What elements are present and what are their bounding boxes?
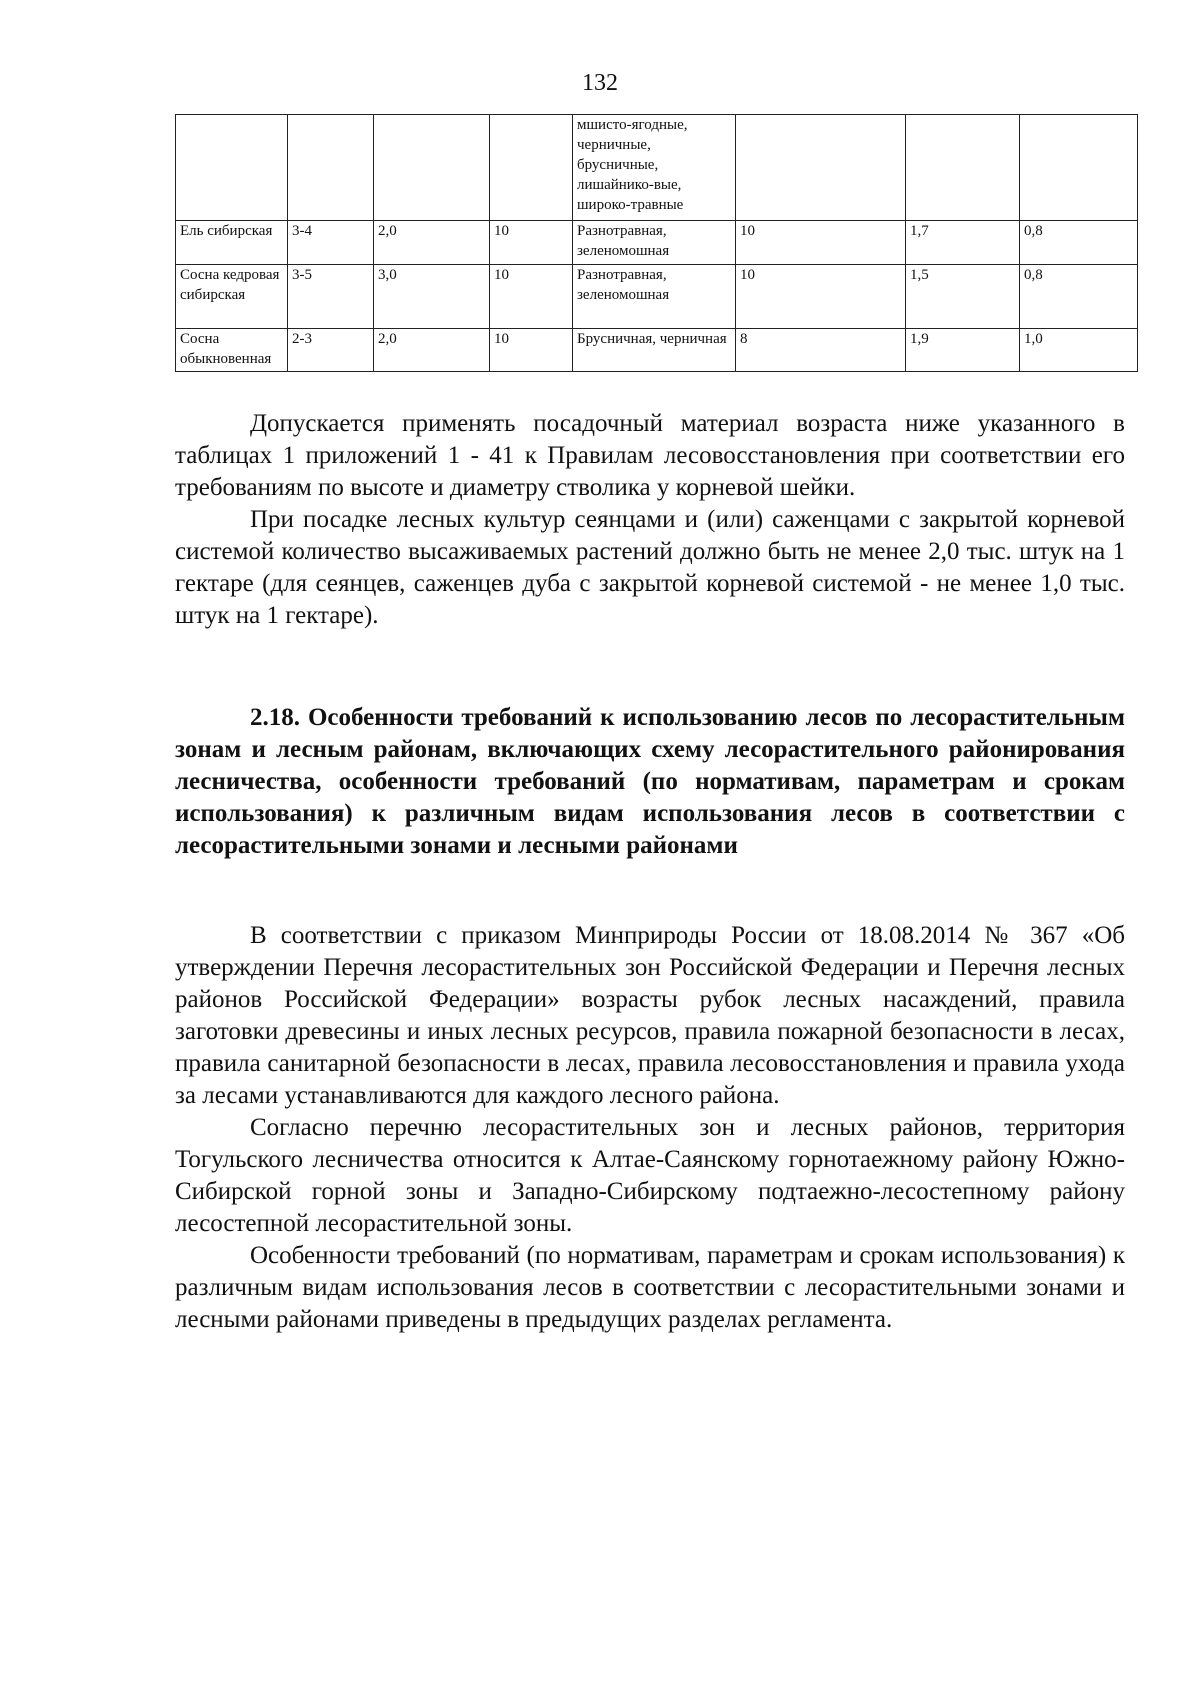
table-row — [176, 329, 1138, 372]
table-cell — [176, 115, 288, 221]
table-cell: 1,7 — [906, 221, 1020, 265]
table-cell: Брусничная, черничная — [573, 329, 736, 372]
table-cell: 10 — [736, 221, 906, 265]
table-cell: 1,0 — [1020, 329, 1138, 372]
table-cell: Разнотравная, зеленомошная — [573, 265, 736, 329]
table-cell: 8 — [736, 329, 906, 372]
paragraph: Допускается применять посадочный материал возраста ниже указанного в таблицах 1 приложений 1 - 41 к Правилам лесовосстановления при соответствии его требованиям по высоте и диаметру стволика у корневой шейки. — [175, 410, 1125, 501]
paragraph: Согласно перечню лесорастительных зон и лесных районов, территория Тогульского лесничества относится к Алтае-Саянскому горнотаежному району Южно-Сибирской горной зоны и Западно-Сибирскому подтаежно-лесостепному району лесостепной лесорастительной зоны. — [175, 1114, 1125, 1237]
table-cell — [906, 115, 1020, 221]
table-cell — [374, 115, 490, 221]
table-cell: 10 — [490, 221, 573, 265]
table-cell — [1020, 115, 1138, 221]
table-cell — [736, 115, 906, 221]
table-cell — [288, 115, 374, 221]
table-row — [176, 221, 1138, 265]
table-cell — [490, 115, 573, 221]
table-cell: Сосна обыкновенная — [176, 329, 288, 372]
table-cell: 2-3 — [288, 329, 374, 372]
body-text-after-heading — [175, 920, 1125, 1336]
table-cell: 10 — [490, 265, 573, 329]
table-cell: Ель сибирская — [176, 221, 288, 265]
table-cell: 2,0 — [374, 221, 490, 265]
table-cell: 10 — [490, 329, 573, 372]
paragraph: В соответствии с приказом Минприроды России от 18.08.2014 № 367 «Об утверждении Перечня лесорастительных зон Российской Федерации и Перечня лесных районов Российской Федерации» возрасты рубок лесных насаждений, правила заготовки древесины и иных лесных ресурсов, правила пожарной безопасности в лесах, правила санитарной безопасности в лесах, правила лесовосстановления и правила ухода за лесами устанавливаются для каждого лесного района. — [175, 922, 1125, 1109]
section-heading: 2.18. Особенности требований к использованию лесов по лесорастительным зонам и лесным районам, включающих схему лесорастительного районирования лесничества, особенности требований (по нормативам, параметрам и срокам использования) к различным видам использования лесов в соответствии с лесорастительными зонами и лесными районами — [175, 704, 1125, 859]
table-row — [176, 265, 1138, 329]
table-cell: Разнотравная, зеленомошная — [573, 221, 736, 265]
body-text-before-heading — [175, 408, 1125, 632]
paragraph: При посадке лесных культур сеянцами и (или) саженцами с закрытой корневой системой количество высаживаемых растений должно быть не менее 2,0 тыс. штук на 1 гектаре (для сеянцев, саженцев дуба с закрытой корневой системой - не менее 1,0 тыс. штук на 1 гектаре). — [175, 506, 1125, 629]
table-cell: 3-4 — [288, 221, 374, 265]
table-cell: 0,8 — [1020, 265, 1138, 329]
table-cell: 10 — [736, 265, 906, 329]
planting-norms-table — [175, 114, 1138, 372]
page-number: 132 — [582, 70, 618, 96]
table-cell: 3,0 — [374, 265, 490, 329]
table-cell: Сосна кедровая сибирская — [176, 265, 288, 329]
table-cell: мшисто-ягодные, черничные, брусничные, лишайнико-вые, широко-травные — [573, 115, 736, 221]
table-cell: 0,8 — [1020, 221, 1138, 265]
table-cell: 1,9 — [906, 329, 1020, 372]
table-cell: 1,5 — [906, 265, 1020, 329]
table-cell: 2,0 — [374, 329, 490, 372]
table-cell: 3-5 — [288, 265, 374, 329]
paragraph: Особенности требований (по нормативам, параметрам и срокам использования) к различным видам использования лесов в соответствии с лесорастительными зонами и лесными районами приведены в предыдущих разделах регламента. — [175, 1242, 1125, 1333]
table-row — [176, 115, 1138, 221]
